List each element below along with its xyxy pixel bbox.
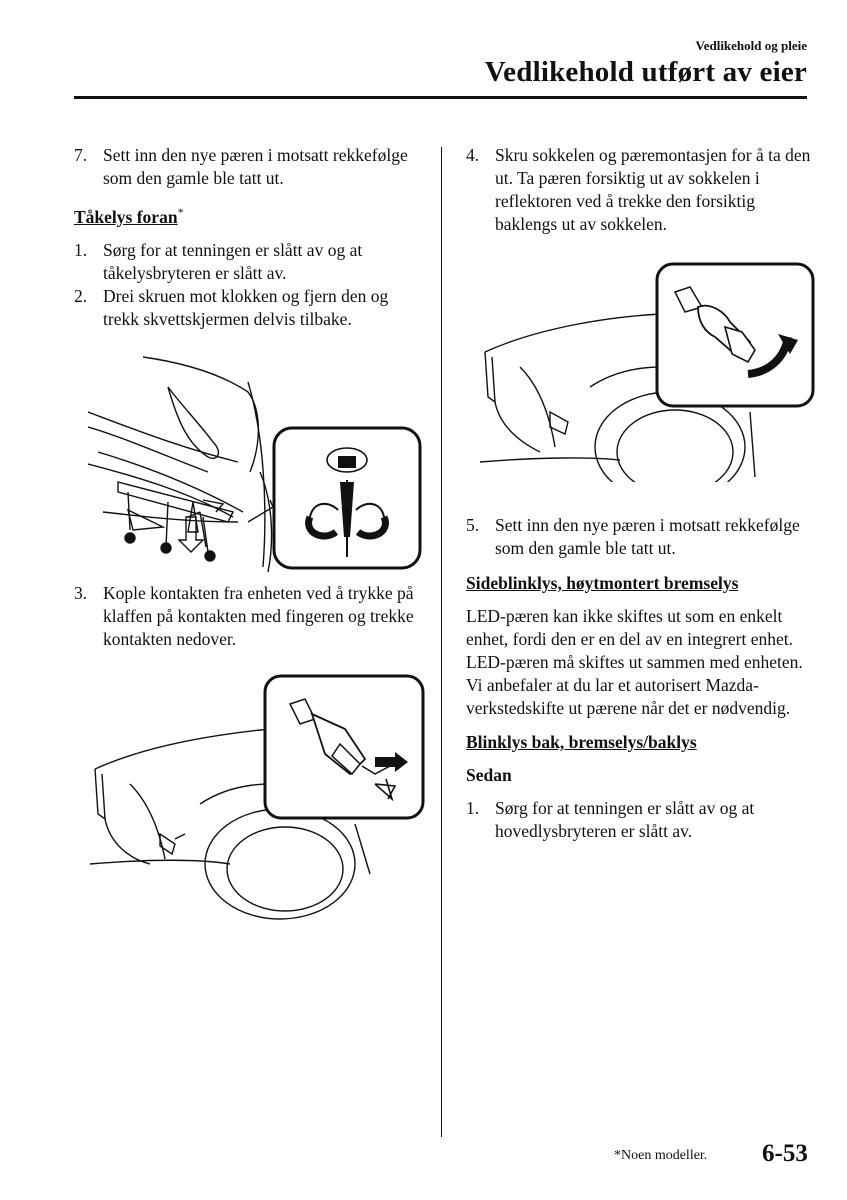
step-2: 2. Drei skruen mot klokken og fjern den og trekk skvettskjermen delvis tilbake.: [74, 285, 389, 329]
left-column-step3: [74, 582, 419, 651]
left-column-top: [74, 144, 419, 331]
step-7: 7. Sett inn den nye pæren i motsatt rekkefølge som den gamle ble tatt ut.: [74, 145, 408, 188]
sedan-heading: Sedan: [466, 765, 512, 785]
footnote: *Noen modeller.: [614, 1148, 708, 1163]
fog-light-heading: Tåkelys foran*: [74, 205, 184, 227]
side-blinker-heading: Sideblinklys, høytmontert bremselys: [466, 573, 739, 593]
page-number: 6-53: [762, 1140, 808, 1167]
connector-removal-illustration: [90, 674, 425, 924]
step-5: 5. Sett inn den nye pæren i motsatt rekkefølge som den gamle ble tatt ut.: [466, 515, 800, 558]
socket-removal-illustration: [480, 262, 815, 482]
right-column-lower: [466, 514, 811, 843]
led-note-2: LED-pæren må skiftes ut sammen med enheten. Vi anbefaler at du lar et autorisert Mazda-verkstedskifte ut pærene når det er nødvendig.: [466, 652, 803, 718]
step-1: 1. Sørg for at tenningen er slått av og at tåkelysbryteren er slått av.: [74, 239, 363, 283]
page-title: Vedlikehold utført av eier: [484, 56, 807, 88]
rear-lights-heading: Blinklys bak, bremselys/baklys: [466, 732, 697, 752]
header-rule: [74, 96, 807, 99]
step-1-rear: 1. Sørg for at tenningen er slått av og at hovedlysbryteren er slått av.: [466, 798, 755, 841]
splash-shield-illustration: [88, 352, 423, 574]
section-label: Vedlikehold og pleie: [695, 38, 807, 53]
right-column-step4: [466, 144, 811, 236]
led-note-1: LED-pæren kan ikke skiftes ut som en enkelt enhet, fordi den er en del av en integrert enhet.: [466, 606, 794, 649]
step-4: 4. Skru sokkelen og pæremontasjen for å ta den ut. Ta pæren forsiktig ut av sokkelen i reflektoren ved å trekke den forsiktig baklengs ut av sokkelen.: [466, 145, 811, 234]
step-3: 3. Kople kontakten fra enheten ved å trykke på klaffen på kontakten med fingeren og trekke kontakten nedover.: [74, 583, 414, 649]
column-divider: [441, 147, 442, 1137]
